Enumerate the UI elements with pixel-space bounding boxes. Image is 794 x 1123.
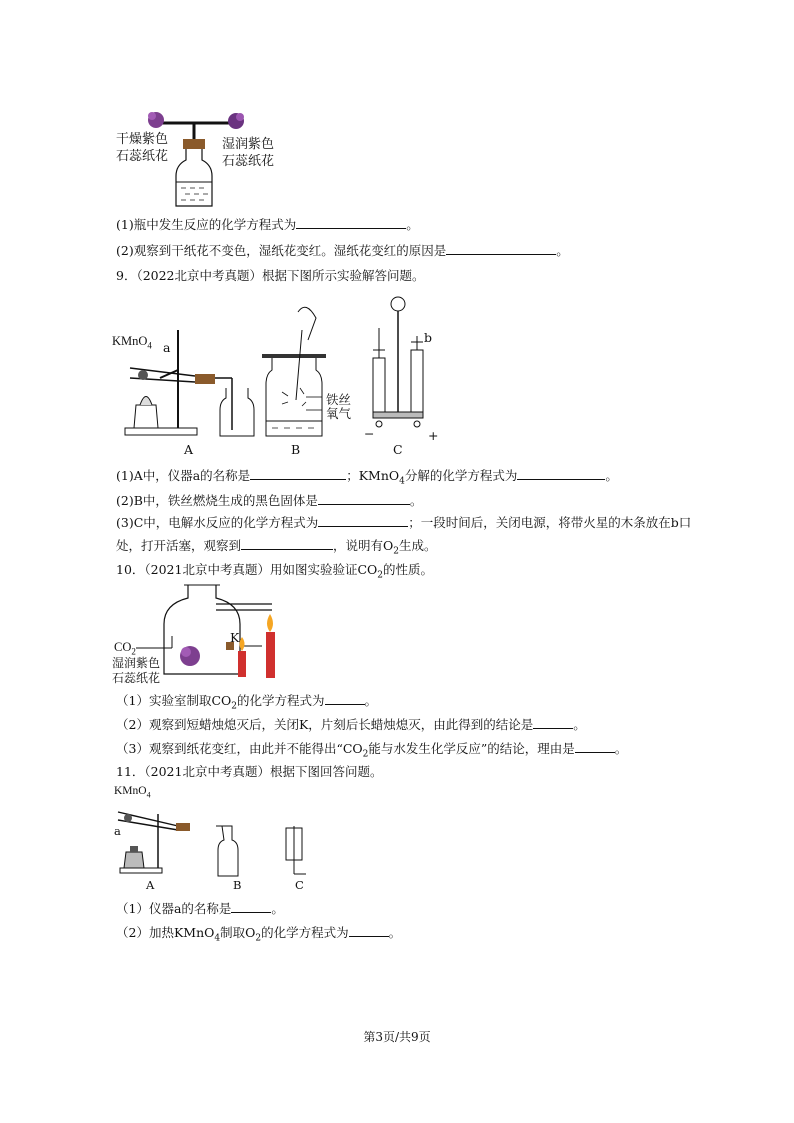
label-B: B: [233, 878, 242, 892]
label-k: K: [230, 630, 240, 645]
label-B: B: [291, 442, 301, 457]
label-plus: +: [428, 428, 439, 443]
q9-part2: (2)B中，铁丝燃烧生成的黑色固体是 。: [116, 493, 423, 508]
label-a: a: [163, 340, 171, 355]
label-a: a: [114, 824, 121, 838]
label-kmno4: KMnO$_4$: [114, 785, 151, 800]
label-dry-flower-2: 石蕊纸花: [116, 149, 169, 164]
q9-part1: (1)A中，仪器a的名称是 ；KMnO$_4$分解的化学方程式为 。: [116, 468, 618, 487]
label-oxygen: 氧气: [326, 406, 352, 421]
answer-blank[interactable]: [231, 900, 271, 913]
q11-part2: （2）加热KMnO$_4$制取$O_2$的化学方程式为 。: [116, 925, 402, 944]
q10-part2: （2）观察到短蜡烛熄灭后，关闭K，片刻后长蜡烛熄灭，由此得到的结论是 。: [116, 717, 586, 732]
label-iron-wire: 铁丝: [326, 392, 352, 407]
label-wet-flower-1: 湿润紫色: [222, 137, 275, 152]
label-minus: −: [364, 426, 375, 441]
q10-part1: （1）实验室制取$CO_2$的化学方程式为 。: [116, 693, 378, 712]
label-co2: $CO_2$: [114, 640, 136, 657]
label-C: C: [393, 442, 403, 457]
label-wet-flower-2: 石蕊纸花: [222, 154, 275, 169]
label-A: A: [184, 442, 194, 457]
page-footer: 第3页/共9页: [363, 1030, 431, 1044]
label-dry-flower-1: 干燥紫色: [116, 132, 169, 147]
q11-part1: （1）仪器a的名称是 。: [116, 901, 284, 916]
q8-part1: (1)瓶中发生反应的化学方程式为 。: [116, 217, 419, 232]
q11-title: 11．（2021北京中考真题）根据下图回答问题。: [116, 764, 383, 779]
q8-part2: (2)观察到干纸花不变色，湿纸花变红。湿纸花变红的原因是 。: [116, 243, 569, 258]
q10-title: 10．（2021北京中考真题）用如图实验验证$CO_2$的性质。: [116, 562, 434, 581]
q9-part3: (3)C中，电解水反应的化学方程式为 ；一段时间后，关闭电源，将带火星的木条放在b口: [116, 515, 692, 530]
q9-title: 9．（2022北京中考真题）根据下图所示实验解答问题。: [116, 268, 425, 283]
answer-blank[interactable]: [349, 924, 389, 937]
label-C: C: [295, 878, 304, 892]
label-wet-flower-2: 石蕊纸花: [112, 671, 161, 685]
label-wet-flower-1: 湿润紫色: [112, 656, 161, 670]
q10-part3: （3）观察到纸花变红，由此并不能得出“$CO_2$能与水发生化学反应”的结论，理由是 。: [116, 741, 628, 760]
label-A: A: [146, 878, 155, 892]
label-kmno4: KMnO$_4$: [112, 334, 152, 351]
q9-part3-cont: 处，打开活塞，观察到 ，说明有$O_2$生成。: [116, 538, 437, 557]
label-b: b: [424, 330, 433, 345]
